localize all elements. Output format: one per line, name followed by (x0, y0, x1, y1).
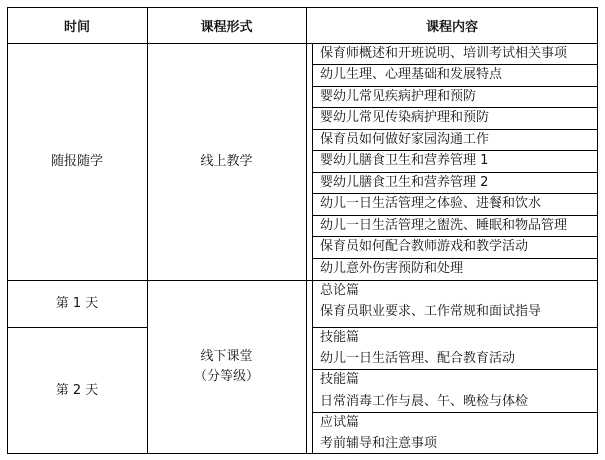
content-item: 婴幼儿膳食卫生和营养管理 1 (320, 153, 489, 168)
content-item: 婴幼儿常见传染病护理和预防 (320, 110, 490, 125)
content-item: 幼儿一日生活管理之体验、进餐和饮水 (320, 196, 542, 211)
block-detail: 日常消毒工作与晨、午、晚检与体检 (320, 394, 529, 409)
format-line1: 线下课堂 (200, 349, 253, 364)
day1-label: 第 1 天 (55, 295, 99, 311)
content-item: 幼儿生理、心理基础和发展特点 (320, 67, 503, 82)
block-title: 应试篇 (320, 415, 360, 430)
table-border-bottom (7, 453, 598, 454)
table-border-top (7, 7, 598, 8)
block-detail: 保育员职业要求、工作常规和面试指导 (320, 304, 542, 319)
row-divider (312, 150, 598, 151)
content-item: 保育员如何做好家园沟通工作 (320, 132, 490, 147)
content-item: 保育师概述和开班说明、培训考试相关事项 (320, 46, 568, 61)
block-detail: 幼儿一日生活管理、配合教育活动 (320, 351, 516, 366)
row-divider (312, 107, 598, 108)
section-divider (7, 280, 598, 281)
col-divider (306, 7, 307, 454)
row-divider (312, 86, 598, 87)
header-divider (7, 43, 598, 44)
header-format: 课程形式 (200, 19, 253, 35)
block-detail: 考前辅导和注意事项 (320, 436, 438, 451)
day-divider (7, 327, 147, 328)
content-item: 幼儿一日生活管理之盥洗、睡眠和物品管理 (320, 218, 568, 233)
row-divider (312, 215, 598, 216)
header-time: 时间 (63, 19, 90, 35)
section2-format (147, 280, 306, 454)
row-divider (312, 193, 598, 194)
block-title: 技能篇 (320, 372, 360, 387)
col-divider-inner (312, 43, 313, 454)
block-divider (312, 327, 598, 328)
block-divider (312, 412, 598, 413)
course-schedule-table (7, 7, 598, 454)
section1-time: 随报随学 (50, 153, 103, 169)
block-title: 技能篇 (320, 330, 360, 345)
table-border-right (597, 7, 598, 454)
block-title: 总论篇 (320, 283, 360, 298)
format-line2: （分等级） (193, 369, 259, 384)
row-divider (312, 172, 598, 173)
content-item: 婴幼儿常见疾病护理和预防 (320, 89, 477, 104)
row-divider (312, 258, 598, 259)
content-item: 保育员如何配合教师游戏和教学活动 (320, 239, 529, 254)
section1-format: 线上教学 (200, 153, 253, 169)
day2-label: 第 2 天 (55, 382, 99, 398)
header-content: 课程内容 (425, 19, 478, 35)
col-divider (147, 7, 148, 454)
content-item: 婴幼儿膳食卫生和营养管理 2 (320, 175, 489, 190)
row-divider (312, 129, 598, 130)
content-item: 幼儿意外伤害预防和处理 (320, 261, 464, 276)
row-divider (312, 64, 598, 65)
block-divider (312, 369, 598, 370)
table-border-left (7, 7, 8, 454)
row-divider (312, 236, 598, 237)
